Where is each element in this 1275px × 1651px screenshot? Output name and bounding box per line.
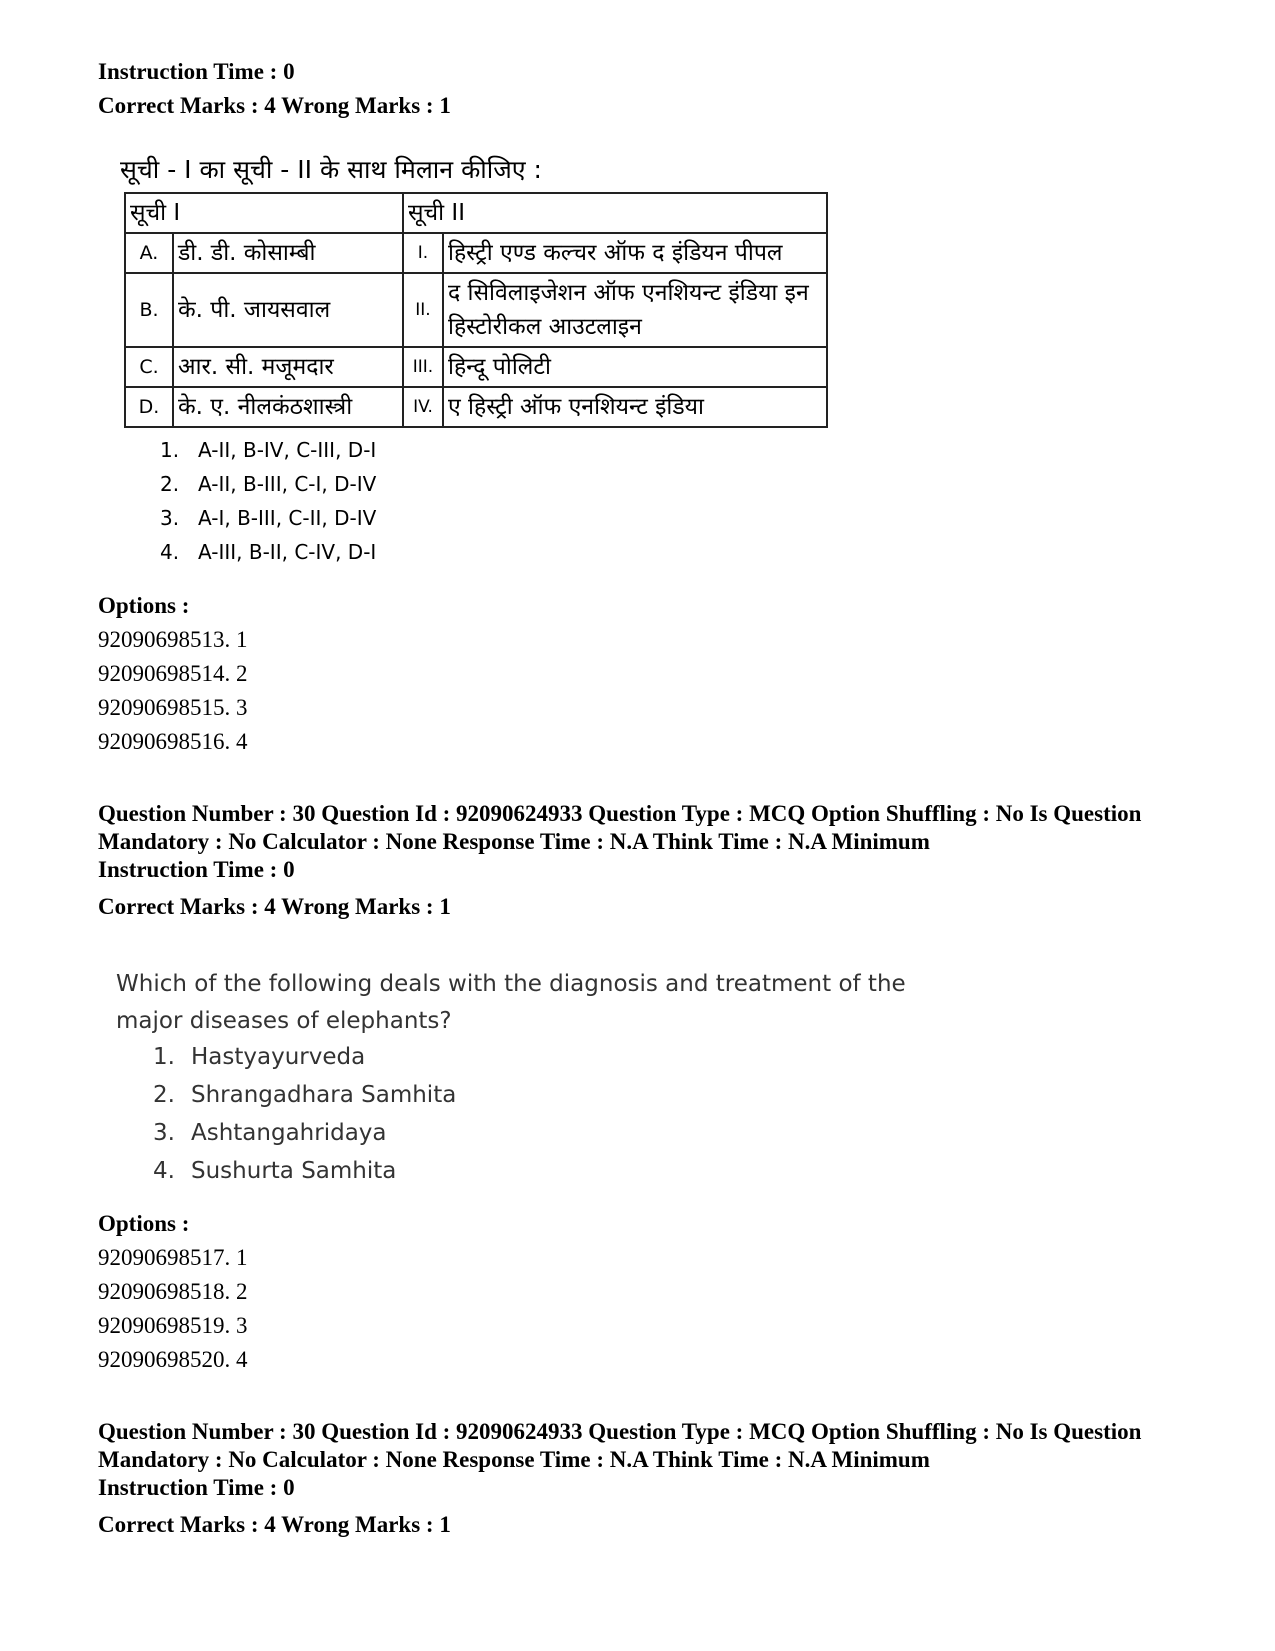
table-row — [125, 273, 827, 347]
list-item: 1. A-II, B-IV, C-III, D-I — [160, 438, 377, 462]
list2-item: द सिविलाइजेशन ऑफ एनशियन्ट इंडिया इन हिस्टोरीकल आउटलाइन — [443, 273, 827, 347]
option-item: 92090698515. 3 — [98, 695, 248, 720]
row-label: A. — [125, 233, 173, 273]
option-item: 92090698514. 2 — [98, 661, 248, 686]
instruction-time: Instruction Time : 0 — [98, 857, 295, 882]
list-item: 1. Hastyayurveda — [153, 1044, 366, 1070]
list-item: 2. A-II, B-III, C-I, D-IV — [160, 472, 377, 496]
table-header-row — [125, 193, 827, 233]
list2-item: हिस्ट्री एण्ड कल्चर ऑफ द इंडियन पीपल — [443, 233, 827, 273]
list-item: 4. A-III, B-II, C-IV, D-I — [160, 540, 377, 564]
option-item: 92090698516. 4 — [98, 729, 248, 754]
option-item: 92090698520. 4 — [98, 1347, 248, 1372]
table-row — [125, 233, 827, 273]
instruction-time: Instruction Time : 0 — [98, 59, 295, 84]
question-prompt: सूची - I का सूची - II के साथ मिलान कीजिए : — [120, 155, 542, 184]
row-label: B. — [125, 273, 173, 347]
table-row — [125, 347, 827, 387]
list-item: 2. Shrangadhara Samhita — [153, 1082, 457, 1108]
row-label: D. — [125, 387, 173, 427]
row-roman: IV. — [403, 387, 443, 427]
list1-item: के. ए. नीलकंठशास्त्री — [173, 387, 403, 427]
row-label: C. — [125, 347, 173, 387]
question-prompt: Which of the following deals with the diagnosis and treatment of the major diseases of elephants? — [116, 971, 906, 1034]
list-item: 4. Sushurta Samhita — [153, 1158, 397, 1184]
header-list-2: सूची II — [403, 193, 827, 233]
question-header: Question Number : 30 Question Id : 92090624933 Question Type : MCQ Option Shuffling : No Is Question Mandatory : No Calculator : None Response Time : N.A Think Time : N.A Minimum — [98, 1419, 1142, 1472]
options-heading: Options : — [98, 593, 190, 618]
marks-line: Correct Marks : 4 Wrong Marks : 1 — [98, 1512, 451, 1537]
options-heading: Options : — [98, 1211, 190, 1236]
list2-item: ए हिस्ट्री ऑफ एनशियन्ट इंडिया — [443, 387, 827, 427]
list1-item: डी. डी. कोसाम्बी — [173, 233, 403, 273]
list-item: 3. A-I, B-III, C-II, D-IV — [160, 506, 377, 530]
list1-item: के. पी. जायसवाल — [173, 273, 403, 347]
question-header: Question Number : 30 Question Id : 92090624933 Question Type : MCQ Option Shuffling : No Is Question Mandatory : No Calculator : None Response Time : N.A Think Time : N.A Minimum — [98, 801, 1142, 854]
option-item: 92090698519. 3 — [98, 1313, 248, 1338]
marks-line: Correct Marks : 4 Wrong Marks : 1 — [98, 894, 451, 919]
option-item: 92090698517. 1 — [98, 1245, 248, 1270]
option-item: 92090698518. 2 — [98, 1279, 248, 1304]
header-list-1: सूची I — [125, 193, 403, 233]
list-item: 3. Ashtangahridaya — [153, 1120, 387, 1146]
option-item: 92090698513. 1 — [98, 627, 248, 652]
list2-item: हिन्दू पोलिटी — [443, 347, 827, 387]
row-roman: II. — [403, 273, 443, 347]
row-roman: I. — [403, 233, 443, 273]
instruction-time: Instruction Time : 0 — [98, 1475, 295, 1500]
table-row — [125, 387, 827, 427]
row-roman: III. — [403, 347, 443, 387]
list1-item: आर. सी. मजूमदार — [173, 347, 403, 387]
match-table — [124, 192, 828, 428]
marks-line: Correct Marks : 4 Wrong Marks : 1 — [98, 93, 451, 118]
